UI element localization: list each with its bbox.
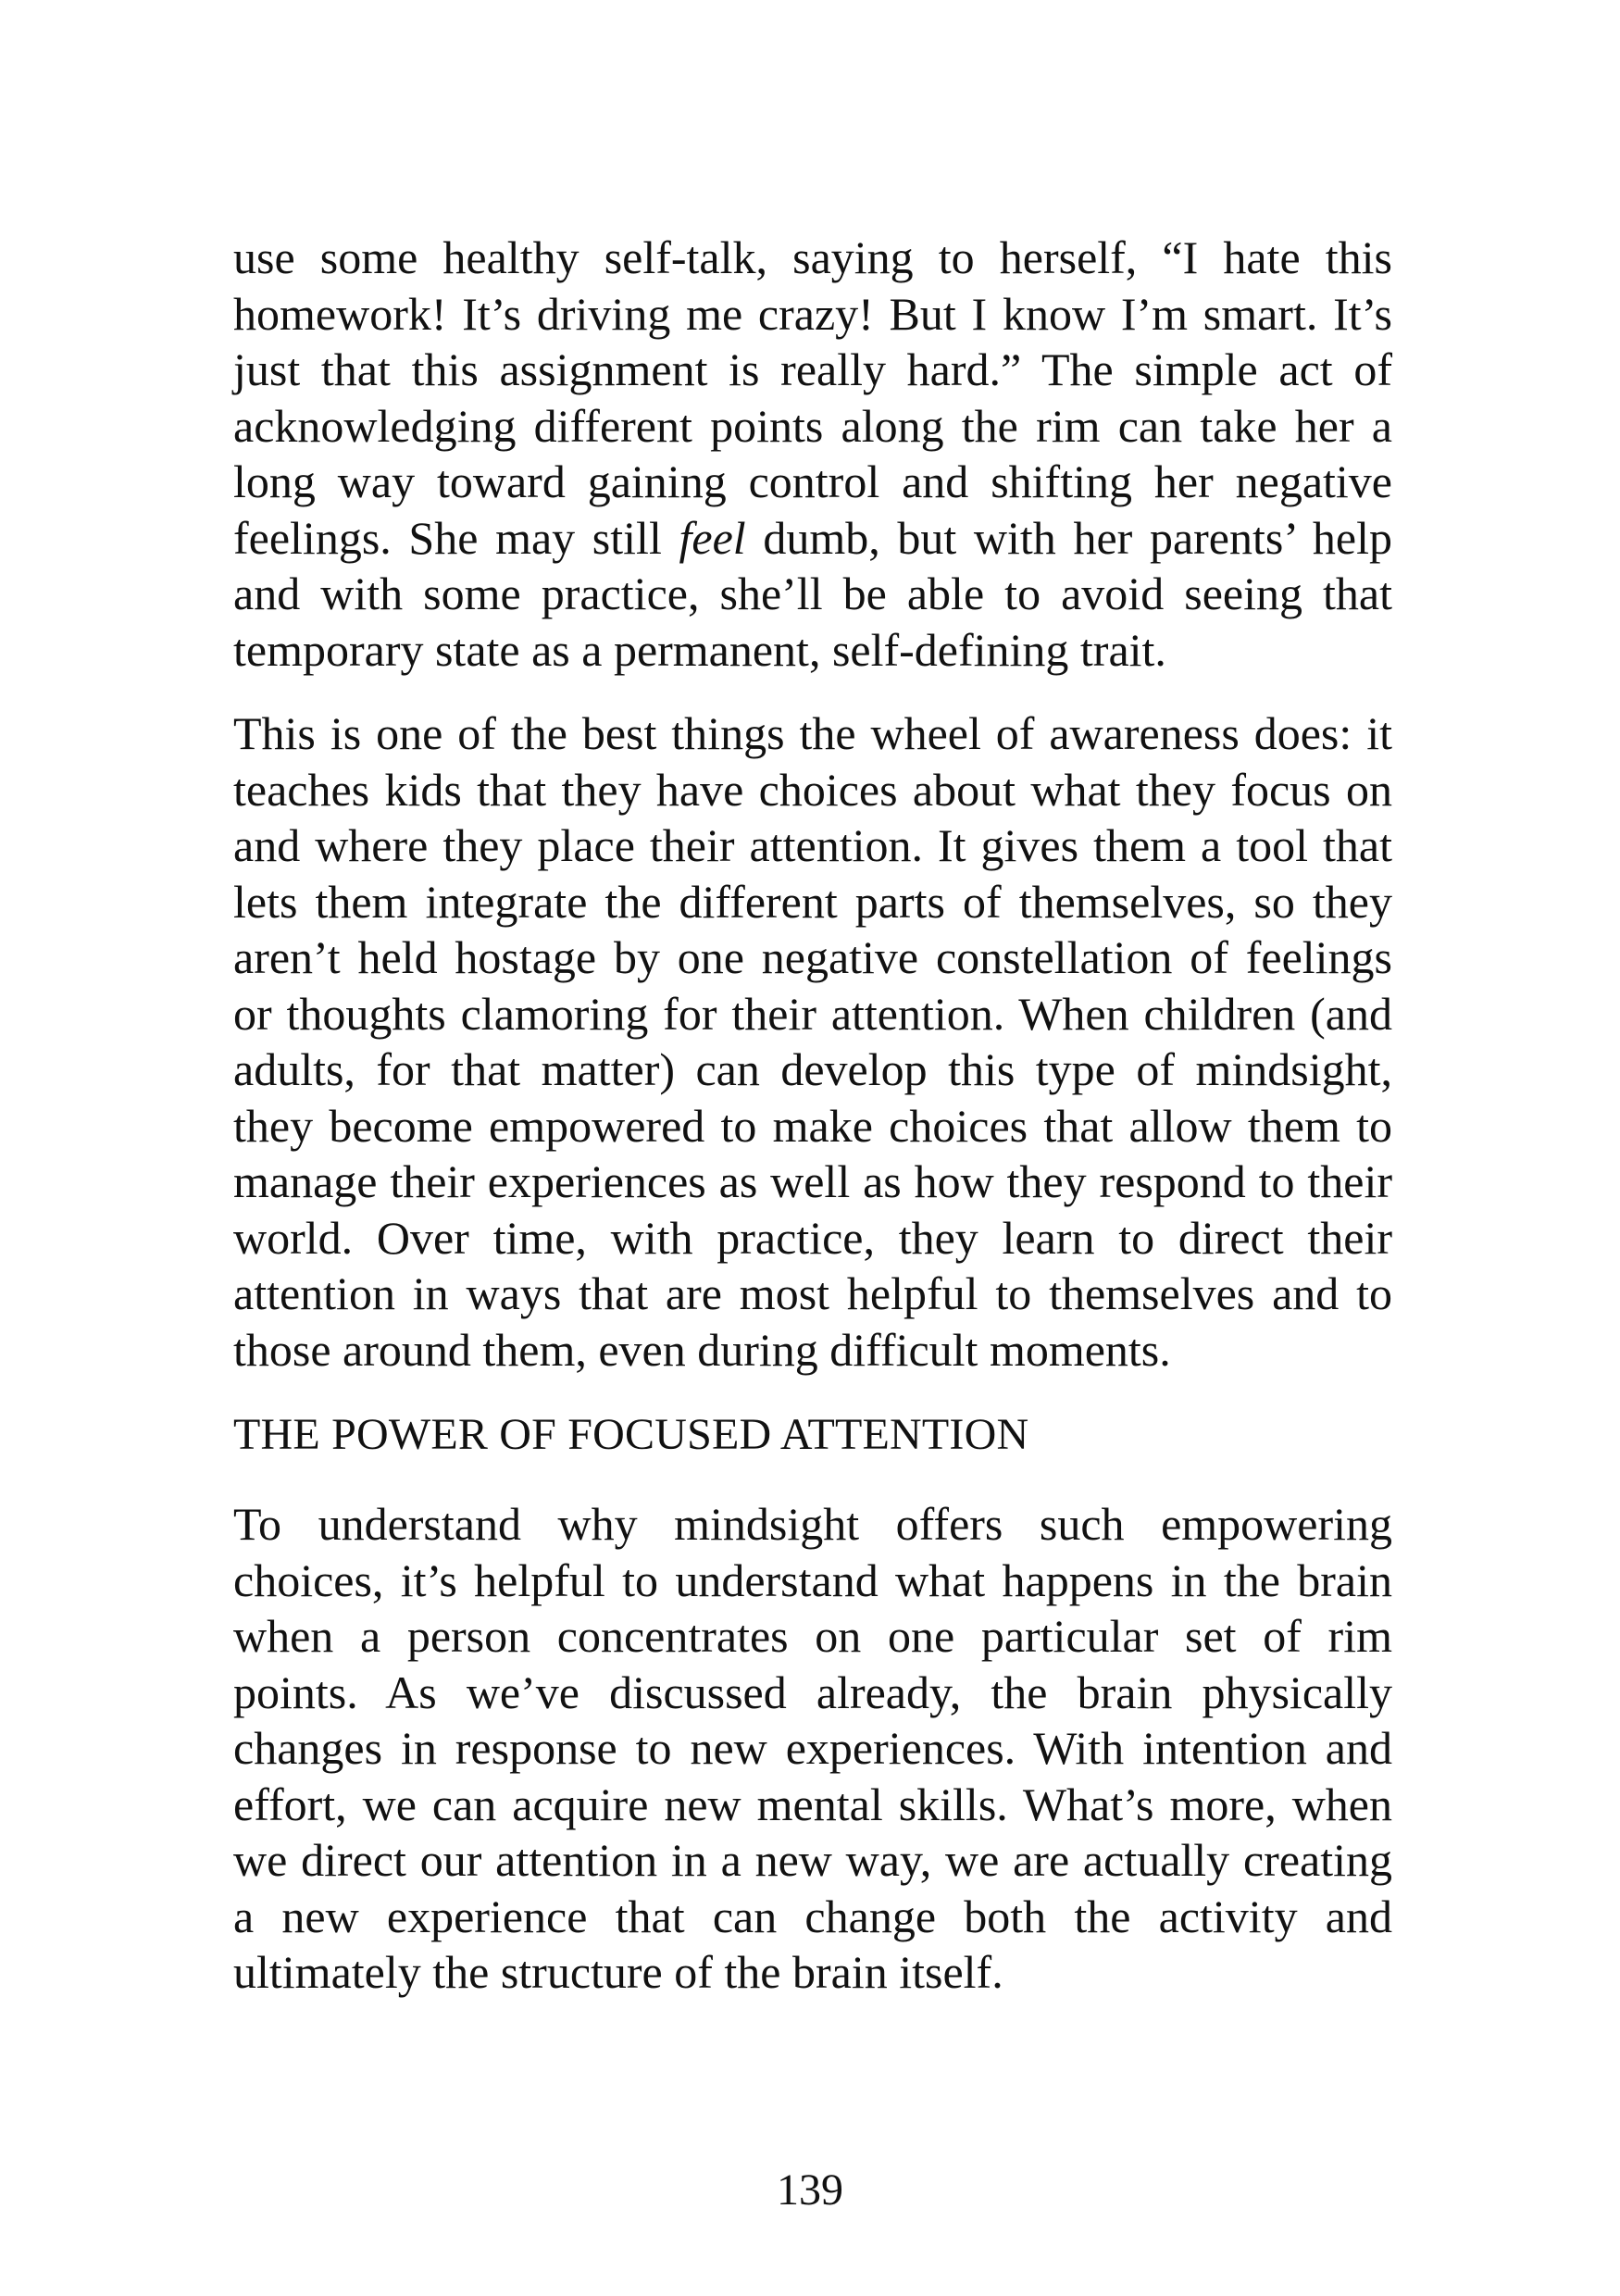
paragraph-text: dumb, but with her parents’ help and with some practice, she’ll be able to avoid seeing that temporary state as a permanent, self-defining trait. bbox=[233, 511, 1392, 676]
paragraph-mindsight: To understand why mindsight offers such empowering choices, it’s helpful to understand what happens in the brain when a person concentrates on one particular set of rim points. As we’ve discussed already, the brain physically changes in response to new experiences. With intention and effort, we can acquire new mental skills. What’s more, when we direct our attention in a new way, we are actually creating a new experience that can change both the activity and ultimately the structure of the brain itself. bbox=[233, 1498, 1392, 1998]
section-heading: THE POWER OF FOCUSED ATTENTION bbox=[233, 1410, 1029, 1459]
paragraph-self-talk bbox=[233, 230, 1392, 678]
paragraph-wheel-of-awareness: This is one of the best things the wheel of awareness does: it teaches kids that they have choices about what they focus on and where they place their attention. It gives them a tool that lets them integrate the different parts of themselves, so they aren’t held hostage by one negative constellation of feelings or thoughts clamoring for their attention. When children (and adults, for that matter) can develop this type of mindsight, they become empowered to make choices that allow them to manage their experiences as well as how they respond to their world. Over time, with practice, they learn to direct their attention in ways that are most helpful to themselves and to those around them, even during difficult moments. bbox=[233, 707, 1392, 1376]
paragraph-text: use some healthy self-talk, saying to herself, “I hate this homework! It’s driving me crazy! But I know I’m smart. It’s just that this assignment is really hard.” The simple act of acknowledging different points along the rim can take her a long way toward gaining control and shifting her negative feelings. She may still bbox=[233, 231, 1392, 564]
page-number: 139 bbox=[777, 2165, 843, 2215]
emphasized-word: feel bbox=[679, 511, 746, 564]
